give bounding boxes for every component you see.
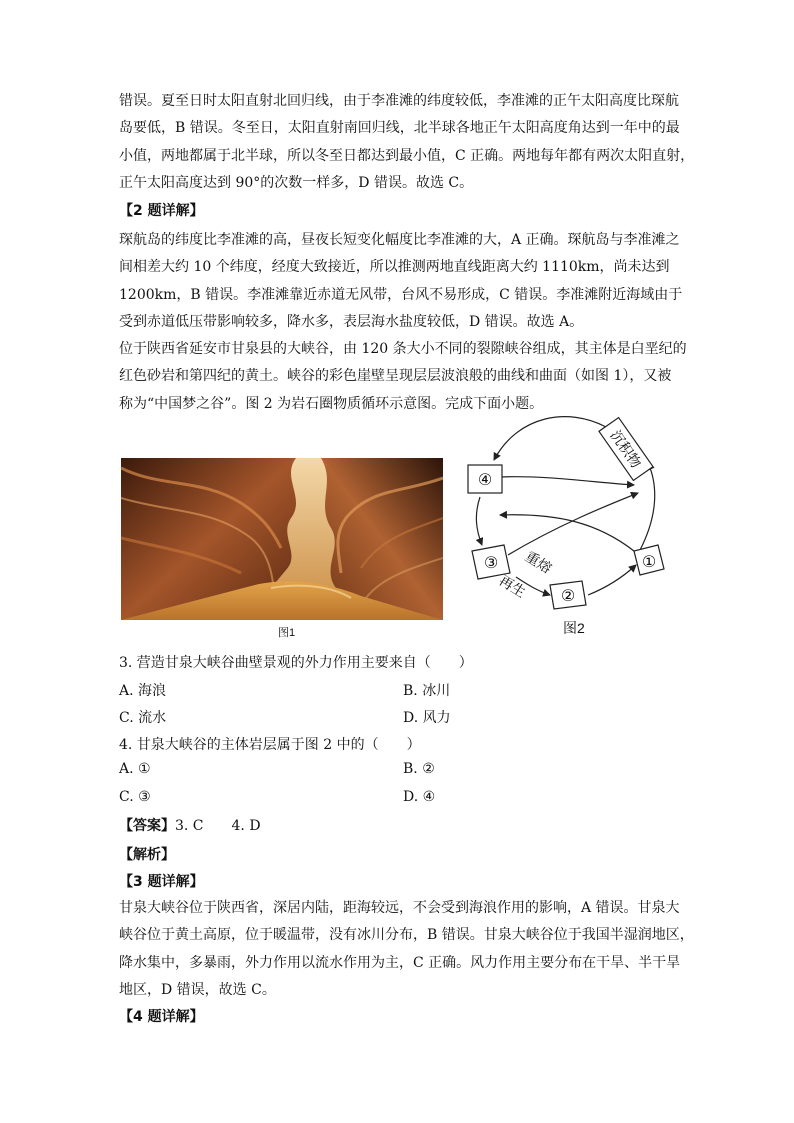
rock-cycle-diagram (458, 405, 678, 617)
question-3-option-a: A. 海浪 (119, 683, 167, 699)
svg-text:再生: 再生 (496, 571, 529, 601)
text-line: 峡谷位于黄土高原，位于暖温带，没有冰川分布，B 错误。甘泉大峡谷位于我国半湿润地区， (119, 927, 694, 944)
text-line: 小值，两地都属于北半球，所以冬至日都达到最小值，C 正确。两地每年都有两次太阳直射， (119, 147, 695, 164)
question-4-option-c: C. ③ (119, 789, 151, 805)
canyon-photo-illustration (121, 458, 443, 620)
node-1 (634, 545, 664, 575)
arrow-1-to-sediment (640, 463, 655, 550)
question-3-option-d: D. 风力 (403, 710, 451, 726)
figure1-caption: 图1 (278, 627, 296, 639)
arrow-4-to-sediment (500, 477, 634, 485)
text-line: 间相差大约 10 个纬度，经度大致接近，所以推测两地直线距离大约 1110km，尚未达到 (119, 259, 670, 276)
analysis-heading: 【解析】 (119, 847, 175, 863)
text-line: 1200km，B 错误。李准滩靠近赤道无风带，台风不易形成，C 错误。李准滩附近海域由于 (119, 286, 683, 303)
question-4-option-d: D. ④ (403, 789, 436, 805)
text-line: 正午太阳高度达到 90°的次数一样多，D 错误。故选 C。 (119, 174, 474, 191)
text-line: 岛要低，B 错误。冬至日，太阳直射南回归线，北半球各地正午太阳高度角达到一年中的最 (119, 120, 680, 137)
heading-q4-detail: 【4 题详解】 (119, 1009, 204, 1025)
remelt-label (522, 548, 554, 576)
svg-text:重熔: 重熔 (522, 547, 555, 577)
node-4 (468, 465, 502, 493)
canyon-photo (121, 458, 443, 620)
text-line: 地区，D 错误，故选 C。 (119, 981, 276, 998)
arrow-sediment-to-4 (494, 417, 606, 460)
question-3-option-b: B. 冰川 (403, 683, 451, 699)
arrow-4-to-3 (476, 497, 482, 545)
text-line: 降水集中，多暴雨，外力作用以流水作用为主，C 正确。风力作用主要分布在干旱、半干旱 (119, 954, 681, 971)
text-line: 错误。夏至日时太阳直射北回归线，由于李准滩的纬度较低，李准滩的正午太阳高度比琛航 (119, 93, 679, 109)
text-line: 受到赤道低压带影响较多，降水多，表层海水盐度较低，D 错误。故选 A。 (119, 313, 584, 330)
regenerate-label (496, 572, 528, 600)
sediment-label: 沉积物 (607, 427, 645, 471)
text-line: 红色砂岩和第四纪的黄土。峡谷的彩色崖壁呈现层层波浪般的曲线和曲面（如图 1），又被 (119, 368, 672, 385)
node-1-label: ① (641, 552, 657, 571)
answer-value: 3. C 4. D (175, 818, 261, 834)
text-line: 位于陕西省延安市甘泉县的大峡谷，由 120 条大小不同的裂隙峡谷组成，其主体是白垩纪的 (119, 341, 687, 357)
sediment-box (599, 418, 653, 481)
paragraph-q3-explanation (119, 895, 694, 1004)
question-4-stem: 4. 甘泉大峡谷的主体岩层属于图 2 中的（ ） (119, 737, 421, 753)
arrow-1-to-left (500, 515, 634, 551)
heading-q2-detail: 【2 题详解】 (119, 203, 204, 219)
node-2 (550, 581, 586, 609)
text-line: 琛航岛的纬度比李准滩的高，昼夜长短变化幅度比李准滩的大，A 正确。琛航岛与李准滩之 (119, 232, 680, 248)
text-line: 称为“中国梦之谷”。图 2 为岩石圈物质循环示意图。完成下面小题。 (119, 395, 544, 412)
heading-q3-detail: 【3 题详解】 (119, 874, 204, 890)
node-3-label: ③ (483, 553, 499, 572)
paragraph-q1-explanation (119, 88, 695, 197)
figure2-caption: 图2 (563, 620, 585, 636)
text-line: 甘泉大峡谷位于陕西省，深居内陆，距海较远，不会受到海浪作用的影响，A 错误。甘泉大 (119, 900, 680, 916)
paragraph-q2-explanation (119, 227, 683, 336)
question-4-option-a: A. ① (119, 761, 151, 777)
arrow-3-to-sediment (508, 493, 638, 555)
rock-cycle-svg (458, 405, 678, 617)
question-4-option-b: B. ② (403, 761, 435, 777)
question-3-option-c: C. 流水 (119, 710, 167, 726)
question-3-stem: 3. 营造甘泉大峡谷曲壁景观的外力作用主要来自（ ） (119, 655, 473, 671)
answer-label: 【答案】 (119, 818, 175, 834)
node-2-label: ② (560, 586, 576, 605)
node-4-label: ④ (477, 470, 493, 489)
answer-line (119, 815, 261, 835)
arrow-2-to-1 (588, 565, 636, 595)
